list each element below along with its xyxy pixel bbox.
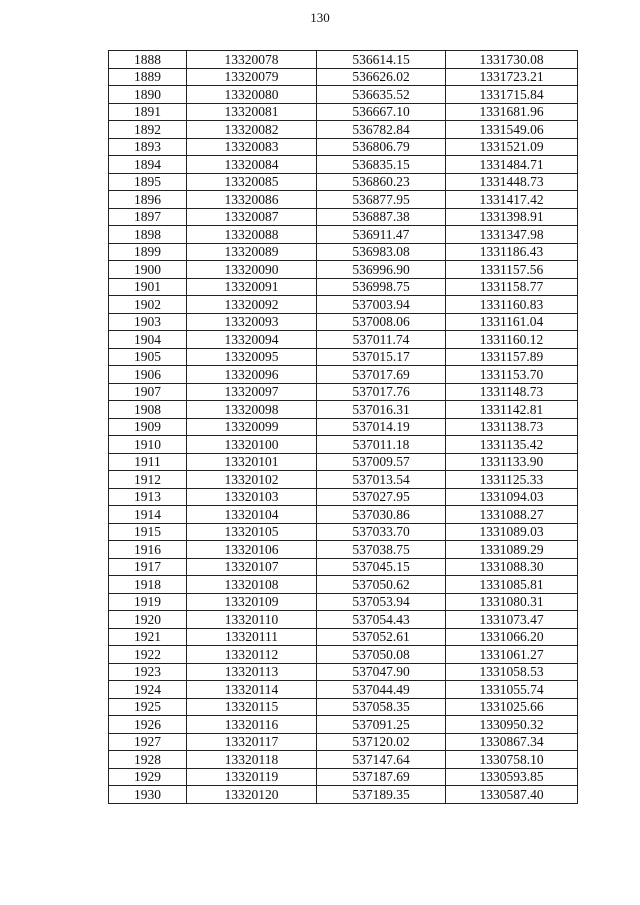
point-id-cell: 13320095 [187, 348, 317, 366]
row-number-cell: 1895 [109, 173, 187, 191]
point-id-cell: 13320112 [187, 646, 317, 664]
y-coordinate-cell: 1331133.90 [446, 453, 578, 471]
row-number-cell: 1927 [109, 733, 187, 751]
point-id-cell: 13320116 [187, 716, 317, 734]
table-row [109, 366, 578, 384]
table-row [109, 786, 578, 804]
x-coordinate-cell: 537013.54 [317, 471, 446, 489]
page-number: 130 [310, 10, 330, 25]
point-id-cell: 13320113 [187, 663, 317, 681]
y-coordinate-cell: 1331160.12 [446, 331, 578, 349]
point-id-cell: 13320120 [187, 786, 317, 804]
point-id-cell: 13320090 [187, 261, 317, 279]
row-number-cell: 1922 [109, 646, 187, 664]
x-coordinate-cell: 536911.47 [317, 226, 446, 244]
row-number-cell: 1909 [109, 418, 187, 436]
point-id-cell: 13320091 [187, 278, 317, 296]
point-id-cell: 13320117 [187, 733, 317, 751]
x-coordinate-cell: 537033.70 [317, 523, 446, 541]
y-coordinate-cell: 1331088.27 [446, 506, 578, 524]
y-coordinate-cell: 1331484.71 [446, 156, 578, 174]
point-id-cell: 13320111 [187, 628, 317, 646]
y-coordinate-cell: 1331153.70 [446, 366, 578, 384]
y-coordinate-cell: 1331080.31 [446, 593, 578, 611]
table-row [109, 733, 578, 751]
row-number-cell: 1918 [109, 576, 187, 594]
row-number-cell: 1914 [109, 506, 187, 524]
x-coordinate-cell: 536835.15 [317, 156, 446, 174]
y-coordinate-cell: 1331094.03 [446, 488, 578, 506]
row-number-cell: 1911 [109, 453, 187, 471]
table-row [109, 453, 578, 471]
x-coordinate-cell: 537009.57 [317, 453, 446, 471]
row-number-cell: 1907 [109, 383, 187, 401]
y-coordinate-cell: 1331148.73 [446, 383, 578, 401]
row-number-cell: 1930 [109, 786, 187, 804]
table-row [109, 51, 578, 69]
y-coordinate-cell: 1331138.73 [446, 418, 578, 436]
row-number-cell: 1899 [109, 243, 187, 261]
y-coordinate-cell: 1331025.66 [446, 698, 578, 716]
x-coordinate-cell: 537015.17 [317, 348, 446, 366]
y-coordinate-cell: 1331158.77 [446, 278, 578, 296]
table-row [109, 698, 578, 716]
x-coordinate-cell: 537187.69 [317, 768, 446, 786]
table-row [109, 681, 578, 699]
point-id-cell: 13320081 [187, 103, 317, 121]
x-coordinate-cell: 536782.84 [317, 121, 446, 139]
point-id-cell: 13320104 [187, 506, 317, 524]
row-number-cell: 1908 [109, 401, 187, 419]
point-id-cell: 13320119 [187, 768, 317, 786]
x-coordinate-cell: 536998.75 [317, 278, 446, 296]
table-row [109, 436, 578, 454]
row-number-cell: 1926 [109, 716, 187, 734]
row-number-cell: 1915 [109, 523, 187, 541]
table-row [109, 313, 578, 331]
point-id-cell: 13320105 [187, 523, 317, 541]
table-row [109, 383, 578, 401]
row-number-cell: 1905 [109, 348, 187, 366]
table-row [109, 611, 578, 629]
table-row [109, 331, 578, 349]
y-coordinate-cell: 1331723.21 [446, 68, 578, 86]
y-coordinate-cell: 1331161.04 [446, 313, 578, 331]
row-number-cell: 1921 [109, 628, 187, 646]
x-coordinate-cell: 536877.95 [317, 191, 446, 209]
x-coordinate-cell: 537045.15 [317, 558, 446, 576]
point-id-cell: 13320118 [187, 751, 317, 769]
x-coordinate-cell: 537120.02 [317, 733, 446, 751]
y-coordinate-cell: 1330758.10 [446, 751, 578, 769]
point-id-cell: 13320108 [187, 576, 317, 594]
row-number-cell: 1900 [109, 261, 187, 279]
row-number-cell: 1897 [109, 208, 187, 226]
table-row [109, 401, 578, 419]
point-id-cell: 13320099 [187, 418, 317, 436]
table-row [109, 261, 578, 279]
point-id-cell: 13320083 [187, 138, 317, 156]
y-coordinate-cell: 1331125.33 [446, 471, 578, 489]
x-coordinate-cell: 537017.76 [317, 383, 446, 401]
table-row [109, 488, 578, 506]
table-row [109, 156, 578, 174]
x-coordinate-cell: 537030.86 [317, 506, 446, 524]
table-row [109, 138, 578, 156]
x-coordinate-cell: 537008.06 [317, 313, 446, 331]
point-id-cell: 13320080 [187, 86, 317, 104]
x-coordinate-cell: 537014.19 [317, 418, 446, 436]
x-coordinate-cell: 536860.23 [317, 173, 446, 191]
x-coordinate-cell: 536887.38 [317, 208, 446, 226]
table-row [109, 558, 578, 576]
table-row [109, 86, 578, 104]
y-coordinate-cell: 1331088.30 [446, 558, 578, 576]
y-coordinate-cell: 1331730.08 [446, 51, 578, 69]
table-row [109, 68, 578, 86]
y-coordinate-cell: 1330593.85 [446, 768, 578, 786]
x-coordinate-cell: 536996.90 [317, 261, 446, 279]
table-row [109, 278, 578, 296]
table-row [109, 226, 578, 244]
table-row [109, 628, 578, 646]
row-number-cell: 1898 [109, 226, 187, 244]
table-row [109, 121, 578, 139]
x-coordinate-cell: 536626.02 [317, 68, 446, 86]
x-coordinate-cell: 537044.49 [317, 681, 446, 699]
table-row [109, 663, 578, 681]
table-row [109, 541, 578, 559]
point-id-cell: 13320085 [187, 173, 317, 191]
y-coordinate-cell: 1330867.34 [446, 733, 578, 751]
point-id-cell: 13320088 [187, 226, 317, 244]
point-id-cell: 13320102 [187, 471, 317, 489]
point-id-cell: 13320093 [187, 313, 317, 331]
y-coordinate-cell: 1331160.83 [446, 296, 578, 314]
point-id-cell: 13320110 [187, 611, 317, 629]
y-coordinate-cell: 1331186.43 [446, 243, 578, 261]
point-id-cell: 13320103 [187, 488, 317, 506]
point-id-cell: 13320100 [187, 436, 317, 454]
x-coordinate-cell: 537091.25 [317, 716, 446, 734]
y-coordinate-cell: 1331448.73 [446, 173, 578, 191]
y-coordinate-cell: 1331073.47 [446, 611, 578, 629]
table-row [109, 593, 578, 611]
y-coordinate-cell: 1331066.20 [446, 628, 578, 646]
row-number-cell: 1929 [109, 768, 187, 786]
table-row [109, 418, 578, 436]
x-coordinate-cell: 537147.64 [317, 751, 446, 769]
x-coordinate-cell: 537052.61 [317, 628, 446, 646]
y-coordinate-cell: 1331157.56 [446, 261, 578, 279]
x-coordinate-cell: 536635.52 [317, 86, 446, 104]
x-coordinate-cell: 537054.43 [317, 611, 446, 629]
x-coordinate-cell: 536614.15 [317, 51, 446, 69]
x-coordinate-cell: 537050.08 [317, 646, 446, 664]
y-coordinate-cell: 1331715.84 [446, 86, 578, 104]
row-number-cell: 1896 [109, 191, 187, 209]
x-coordinate-cell: 537189.35 [317, 786, 446, 804]
x-coordinate-cell: 537016.31 [317, 401, 446, 419]
table-row [109, 471, 578, 489]
y-coordinate-cell: 1331089.03 [446, 523, 578, 541]
row-number-cell: 1913 [109, 488, 187, 506]
point-id-cell: 13320106 [187, 541, 317, 559]
x-coordinate-cell: 536667.10 [317, 103, 446, 121]
point-id-cell: 13320107 [187, 558, 317, 576]
y-coordinate-cell: 1331157.89 [446, 348, 578, 366]
row-number-cell: 1891 [109, 103, 187, 121]
point-id-cell: 13320109 [187, 593, 317, 611]
point-id-cell: 13320101 [187, 453, 317, 471]
x-coordinate-cell: 537038.75 [317, 541, 446, 559]
row-number-cell: 1902 [109, 296, 187, 314]
coordinates-table [108, 50, 578, 804]
row-number-cell: 1889 [109, 68, 187, 86]
table-row [109, 506, 578, 524]
x-coordinate-cell: 537017.69 [317, 366, 446, 384]
table-row [109, 523, 578, 541]
row-number-cell: 1912 [109, 471, 187, 489]
table-row [109, 173, 578, 191]
y-coordinate-cell: 1331142.81 [446, 401, 578, 419]
x-coordinate-cell: 537047.90 [317, 663, 446, 681]
x-coordinate-cell: 537011.74 [317, 331, 446, 349]
row-number-cell: 1893 [109, 138, 187, 156]
point-id-cell: 13320084 [187, 156, 317, 174]
row-number-cell: 1923 [109, 663, 187, 681]
y-coordinate-cell: 1330587.40 [446, 786, 578, 804]
table-row [109, 296, 578, 314]
table-row [109, 191, 578, 209]
y-coordinate-cell: 1331055.74 [446, 681, 578, 699]
table-row [109, 348, 578, 366]
row-number-cell: 1901 [109, 278, 187, 296]
y-coordinate-cell: 1330950.32 [446, 716, 578, 734]
coordinates-table-body [109, 51, 578, 804]
y-coordinate-cell: 1331398.91 [446, 208, 578, 226]
y-coordinate-cell: 1331058.53 [446, 663, 578, 681]
row-number-cell: 1919 [109, 593, 187, 611]
x-coordinate-cell: 537058.35 [317, 698, 446, 716]
row-number-cell: 1892 [109, 121, 187, 139]
table-row [109, 751, 578, 769]
point-id-cell: 13320087 [187, 208, 317, 226]
table-row [109, 103, 578, 121]
row-number-cell: 1903 [109, 313, 187, 331]
point-id-cell: 13320097 [187, 383, 317, 401]
y-coordinate-cell: 1331417.42 [446, 191, 578, 209]
point-id-cell: 13320115 [187, 698, 317, 716]
row-number-cell: 1910 [109, 436, 187, 454]
row-number-cell: 1888 [109, 51, 187, 69]
y-coordinate-cell: 1331681.96 [446, 103, 578, 121]
row-number-cell: 1925 [109, 698, 187, 716]
y-coordinate-cell: 1331521.09 [446, 138, 578, 156]
row-number-cell: 1928 [109, 751, 187, 769]
x-coordinate-cell: 537003.94 [317, 296, 446, 314]
row-number-cell: 1917 [109, 558, 187, 576]
y-coordinate-cell: 1331061.27 [446, 646, 578, 664]
point-id-cell: 13320094 [187, 331, 317, 349]
point-id-cell: 13320098 [187, 401, 317, 419]
x-coordinate-cell: 536983.08 [317, 243, 446, 261]
point-id-cell: 13320096 [187, 366, 317, 384]
row-number-cell: 1894 [109, 156, 187, 174]
x-coordinate-cell: 536806.79 [317, 138, 446, 156]
x-coordinate-cell: 537027.95 [317, 488, 446, 506]
table-row [109, 576, 578, 594]
y-coordinate-cell: 1331135.42 [446, 436, 578, 454]
x-coordinate-cell: 537053.94 [317, 593, 446, 611]
row-number-cell: 1904 [109, 331, 187, 349]
x-coordinate-cell: 537011.18 [317, 436, 446, 454]
row-number-cell: 1920 [109, 611, 187, 629]
table-row [109, 768, 578, 786]
table-row [109, 208, 578, 226]
point-id-cell: 13320092 [187, 296, 317, 314]
table-row [109, 243, 578, 261]
row-number-cell: 1906 [109, 366, 187, 384]
row-number-cell: 1924 [109, 681, 187, 699]
row-number-cell: 1916 [109, 541, 187, 559]
point-id-cell: 13320089 [187, 243, 317, 261]
y-coordinate-cell: 1331085.81 [446, 576, 578, 594]
y-coordinate-cell: 1331549.06 [446, 121, 578, 139]
table-row [109, 716, 578, 734]
x-coordinate-cell: 537050.62 [317, 576, 446, 594]
y-coordinate-cell: 1331089.29 [446, 541, 578, 559]
point-id-cell: 13320086 [187, 191, 317, 209]
point-id-cell: 13320114 [187, 681, 317, 699]
point-id-cell: 13320082 [187, 121, 317, 139]
y-coordinate-cell: 1331347.98 [446, 226, 578, 244]
table-row [109, 646, 578, 664]
row-number-cell: 1890 [109, 86, 187, 104]
point-id-cell: 13320079 [187, 68, 317, 86]
point-id-cell: 13320078 [187, 51, 317, 69]
